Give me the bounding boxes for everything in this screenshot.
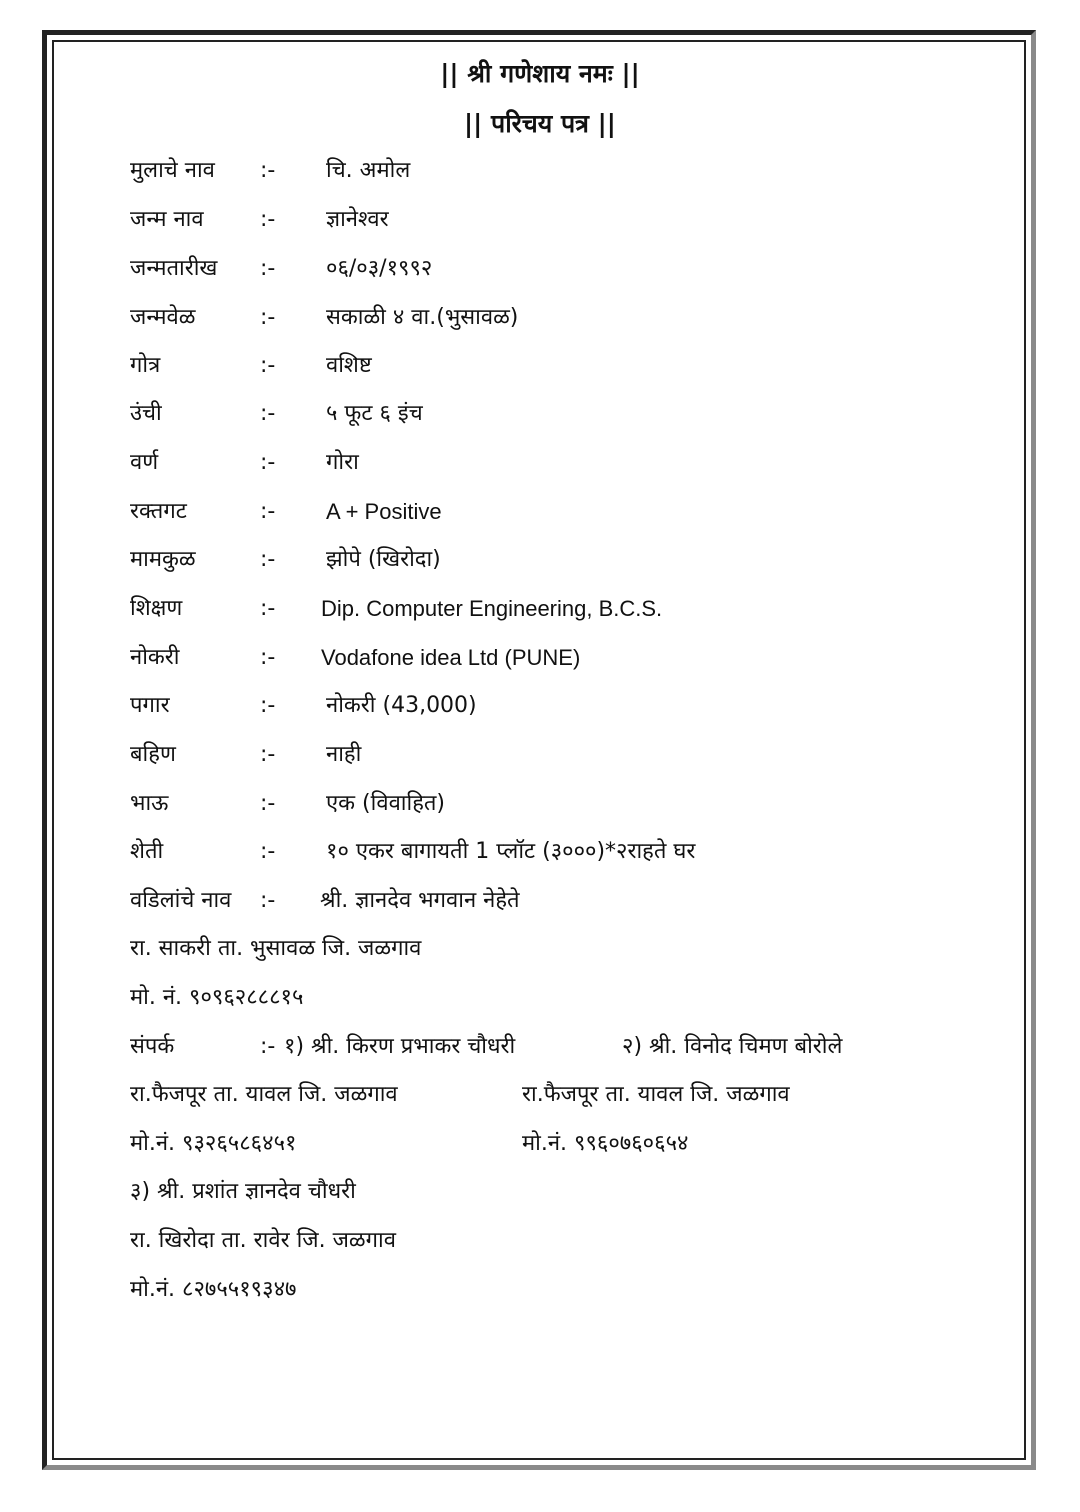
detail-separator: :- (260, 353, 276, 378)
father-separator: :- (260, 888, 276, 913)
contact-1-name: १) श्री. किरण प्रभाकर चौधरी (284, 1034, 516, 1059)
contact-3-name: ३) श्री. प्रशांत ज्ञानदेव चौधरी (130, 1179, 356, 1204)
document-title: || परिचय पत्र || (464, 109, 616, 138)
detail-label: मुलाचे नाव (130, 158, 215, 183)
contact-label: संपर्क (130, 1034, 175, 1059)
detail-label: शेती (130, 839, 164, 864)
father-label: वडिलांचे नाव (130, 888, 232, 913)
detail-separator: :- (260, 596, 276, 621)
contact-separator: :- (260, 1034, 276, 1059)
detail-value: A + Positive (326, 499, 442, 524)
detail-value: नोकरी (43,000) (326, 693, 477, 718)
detail-label: मामकुळ (130, 547, 196, 572)
detail-separator: :- (260, 693, 276, 718)
detail-label: शिक्षण (130, 596, 183, 621)
detail-separator: :- (260, 645, 276, 670)
detail-label: रक्तगट (130, 499, 187, 524)
detail-value: नाही (326, 742, 362, 767)
detail-label: बहिण (130, 742, 176, 767)
father-mobile: मो. नं. ९०९६२८८८१५ (130, 985, 304, 1010)
contact-1-mobile: मो.नं. ९३२६५८६४५१ (130, 1131, 297, 1156)
detail-value: Dip. Computer Engineering, B.C.S. (321, 596, 663, 621)
contact-3-address: रा. खिरोदा ता. रावेर जि. जळगाव (130, 1228, 396, 1253)
invocation-heading: || श्री गणेशाय नमः || (440, 59, 640, 88)
detail-label: जन्मवेळ (130, 305, 196, 330)
detail-label: भाऊ (130, 791, 169, 816)
detail-value: सकाळी ४ वा.(भुसावळ) (326, 305, 519, 330)
contact-2-name: २) श्री. विनोद चिमण बोरोले (622, 1034, 843, 1059)
contact-1-address: रा.फैजपूर ता. यावल जि. जळगाव (130, 1082, 398, 1107)
detail-value: गोरा (326, 450, 359, 475)
detail-label: गोत्र (130, 353, 161, 378)
detail-label: पगार (130, 693, 170, 718)
detail-label: नोकरी (130, 645, 180, 670)
detail-separator: :- (260, 791, 276, 816)
detail-value: १० एकर बागायती 1 प्लॉट (३०००)*२राहते घर (326, 839, 696, 864)
detail-value: झोपे (खिरोदा) (326, 547, 441, 572)
detail-value: वशिष्ट (326, 353, 372, 378)
detail-value: Vodafone idea Ltd (PUNE) (321, 645, 581, 670)
contact-2-address: रा.फैजपूर ता. यावल जि. जळगाव (522, 1082, 790, 1107)
detail-separator: :- (260, 256, 276, 281)
detail-separator: :- (260, 158, 276, 183)
contact-3-mobile: मो.नं. ८२७५५१९३४७ (130, 1277, 297, 1302)
detail-separator: :- (260, 305, 276, 330)
detail-separator: :- (260, 450, 276, 475)
detail-label: वर्ण (130, 450, 159, 475)
detail-label: जन्म नाव (130, 207, 204, 232)
detail-value: ०६/०३/१९९२ (326, 256, 433, 281)
father-name: श्री. ज्ञानदेव भगवान नेहेते (320, 888, 520, 913)
father-address: रा. साकरी ता. भुसावळ जि. जळगाव (130, 936, 422, 961)
detail-value: चि. अमोल (326, 158, 411, 183)
detail-separator: :- (260, 742, 276, 767)
detail-value: ५ फूट ६ इंच (326, 401, 423, 426)
detail-value: एक (विवाहित) (326, 791, 446, 816)
detail-separator: :- (260, 499, 276, 524)
detail-value: ज्ञानेश्वर (326, 207, 389, 232)
detail-separator: :- (260, 207, 276, 232)
detail-separator: :- (260, 401, 276, 426)
detail-label: जन्मतारीख (130, 256, 218, 281)
detail-label: उंची (130, 401, 162, 426)
detail-separator: :- (260, 839, 276, 864)
detail-separator: :- (260, 547, 276, 572)
contact-2-mobile: मो.नं. ९९६०७६०६५४ (522, 1131, 689, 1156)
